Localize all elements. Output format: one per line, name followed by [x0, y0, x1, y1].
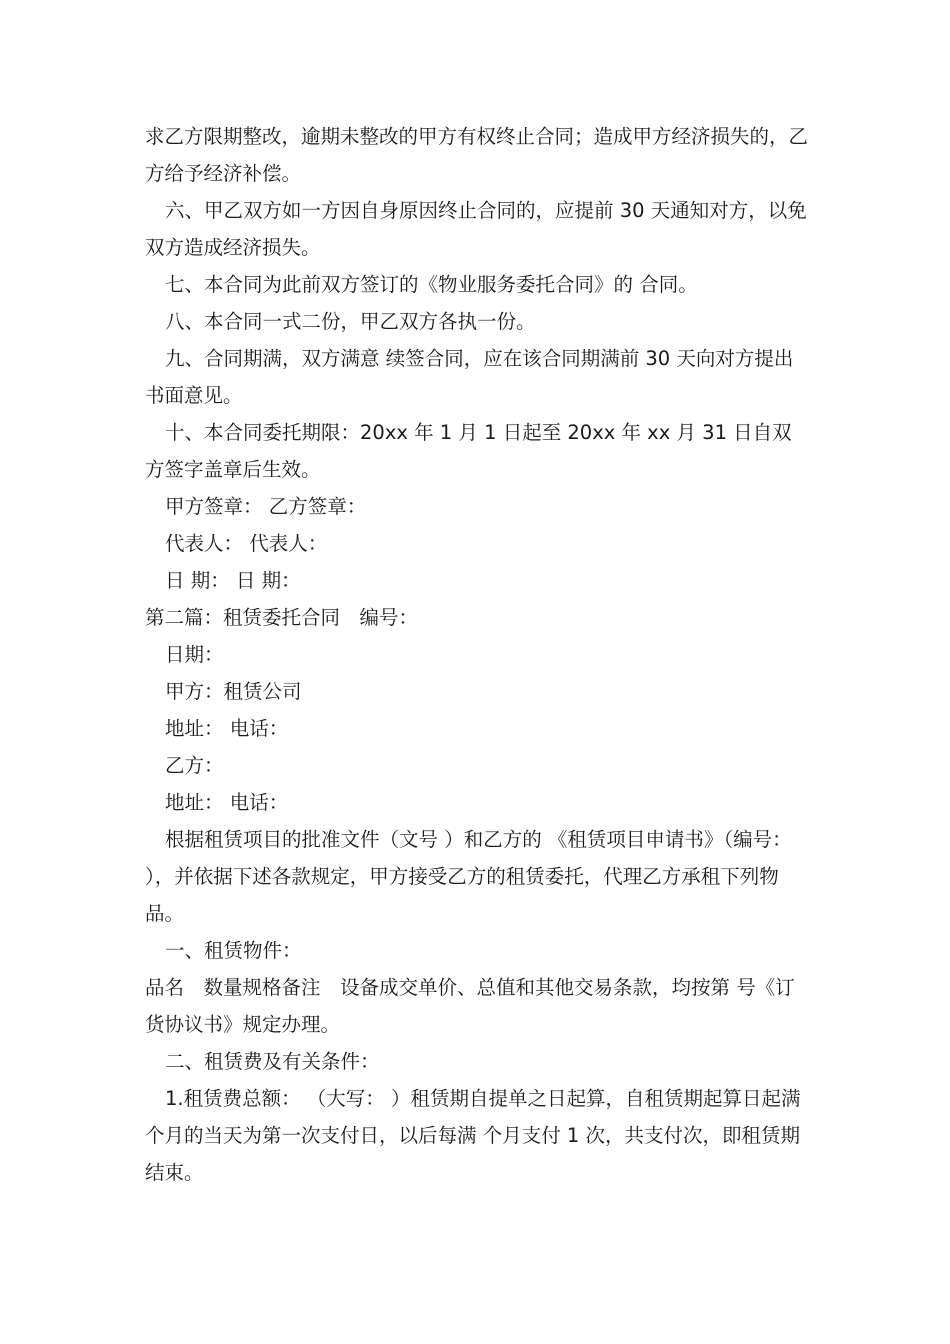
paragraph-fee-terms: 1.租赁费总额： （大写： ）租赁期自提单之日起算，自租赁期起算日起满 个月的当天为第一次支付日，以后每满 个月支付 1 次，共支付次，即租赁期结束。 — [145, 1087, 801, 1184]
paragraph-clause-6: 六、甲乙双方如一方因自身原因终止合同的，应提前 30 天通知对方，以免双方造成经济损失。 — [145, 199, 807, 259]
paragraph-clause-8: 八、本合同一式二份，甲乙双方各执一份。 — [165, 310, 536, 333]
document-body — [145, 118, 810, 1191]
paragraph-clause-10: 十、本合同委托期限：20xx 年 1 月 1 日起至 20xx 年 xx 月 31 日自双方签字盖章后生效。 — [145, 421, 792, 481]
section-title: 第二篇：租赁委托合同 编号： — [145, 606, 419, 629]
paragraph-clause-7: 七、本合同为此前双方签订的《物业服务委托合同》的 合同。 — [165, 273, 698, 296]
heading-lease-items: 一、租赁物件： — [165, 939, 302, 962]
paragraph-items: 品名 数量规格备注 设备成交单价、总值和其他交易条款，均按第 号《订货协议书》规定办理。 — [145, 976, 795, 1036]
paragraph-continuation: 求乙方限期整改，逾期未整改的甲方有权终止合同；造成甲方经济损失的，乙方给予经济补偿。 — [145, 125, 809, 185]
heading-lease-fee: 二、租赁费及有关条件： — [165, 1050, 380, 1073]
representative-line: 代表人： 代表人： — [165, 532, 328, 555]
signature-line: 甲方签章： 乙方签章： — [165, 495, 367, 518]
party-b-line: 乙方： — [165, 754, 224, 777]
paragraph-clause-9: 九、合同期满，双方满意 续签合同，应在该合同期满前 30 天向对方提出书面意见。 — [145, 347, 794, 407]
party-b-address-line: 地址： 电话： — [165, 791, 289, 814]
party-a-address-line: 地址： 电话： — [165, 717, 289, 740]
paragraph-basis: 根据租赁项目的批准文件（文号 ）和乙方的 《租赁项目申请书》（编号： ），并依据下述各款规定，甲方接受乙方的租赁委托，代理乙方承租下列物品。 — [145, 828, 792, 925]
date-line: 日 期： 日 期： — [165, 569, 301, 592]
date-field: 日期： — [165, 643, 224, 666]
party-a-line: 甲方：租赁公司 — [165, 680, 302, 703]
